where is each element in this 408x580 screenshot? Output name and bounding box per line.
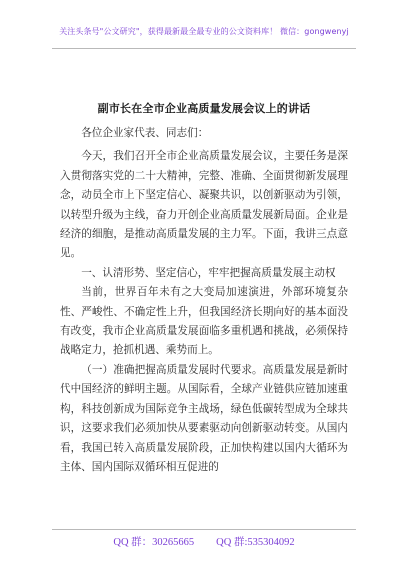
body-paragraph: 当前，世界百年未有之大变局加速演进，外部环境复杂性、严峻性、不确定性上升，但我国经济长期向好的基本面没有改变，我市企业高质量发展面临多重机遇和挑战，必须保持战略定力，抢抓机遇、乘势而上。 [60, 286, 348, 357]
footer-rule [52, 529, 356, 530]
header-banner: 关注头条号"公文研究"，获得最新最全最专业的公文资料库！ 微信：gongwenyj [59, 27, 349, 36]
footer [0, 534, 408, 549]
document-title: 副市长在全市企业高质量发展会议上的讲话 [97, 102, 311, 115]
body-paragraph: （一）准确把握高质量发展时代要求。高质量发展是新时代中国经济的鲜明主题。从国际看，全球产业链供应链加速重构，科技创新成为国际竞争主战场，绿色低碳转型成为全球共识，这要求我们必须加快从要素驱动向创新驱动转变。从国内看，我国已转入高质量发展阶段，正加快构建以国内大循环为主体、国内国际双循环相互促进的 [60, 363, 348, 473]
document-body [60, 124, 348, 477]
footer-qq-group-2: QQ 群:535304092 [216, 537, 295, 548]
header-rule [52, 48, 356, 49]
footer-qq-group-1: QQ 群：30265665 [113, 537, 195, 548]
section-heading: 一、认清形势、坚定信心，牢牢把握高质量发展主动权 [81, 266, 336, 279]
salutation: 各位企业家代表、同志们： [81, 127, 209, 139]
body-paragraph: 今天，我们召开全市企业高质量发展会议，主要任务是深入贯彻落实党的二十大精神，完整、准确、全面贯彻新发展理念，动员全市上下坚定信心、凝聚共识，以创新驱动为引领，以转型升级为主线，奋力开创企业高质量发展新局面。企业是经济的细胞，是推动高质量发展的主力军。下面，我讲三点意见。 [60, 150, 348, 260]
